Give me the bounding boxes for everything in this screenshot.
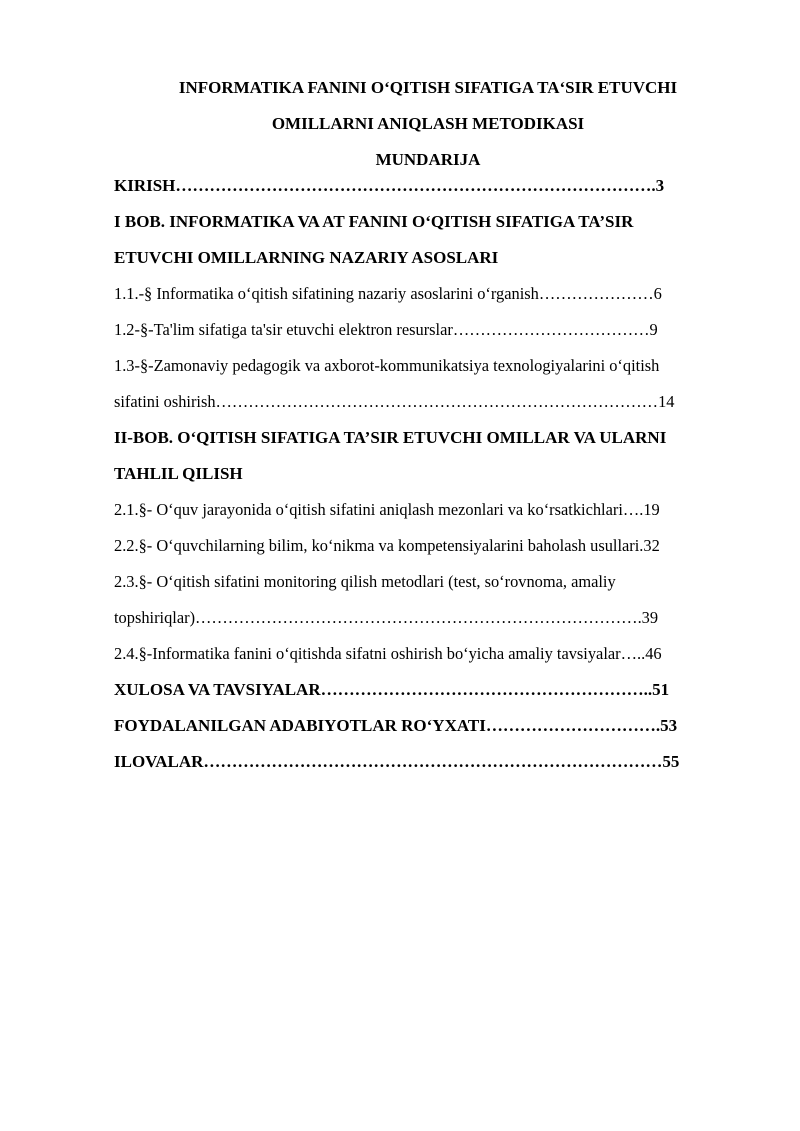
document-title-line-1: INFORMATIKA FANINI O‘QITISH SIFATIGA TA‘SIR ETUVCHI — [178, 78, 678, 97]
toc-chapter-2-heading-line-1: II-BOB. O‘QITISH SIFATIGA TA’SIR ETUVCHI OMILLAR VA ULARNI — [114, 428, 667, 447]
toc-chapter-1-heading-line-1: I BOB. INFORMATIKA VA AT FANINI O‘QITISH SIFATIGA TA’SIR — [114, 212, 634, 231]
toc-entry-kirish: KIRISH………………………………………………………………………….3 — [114, 176, 665, 195]
toc-section-1-3-line-1: 1.3-§-Zamonaviy pedagogik va axborot-kommunikatsiya texnologiyalarini o‘qitish — [114, 356, 660, 375]
title-block — [100, 70, 756, 178]
contents-heading: MUNDARIJA — [375, 150, 481, 169]
table-of-contents — [114, 168, 744, 780]
toc-section-2-2: 2.2.§- O‘quvchilarning bilim, ko‘nikma va kompetensiyalarini baholash usullari.32 — [114, 536, 660, 555]
toc-chapter-2-heading-line-2: TAHLIL QILISH — [114, 464, 243, 483]
toc-section-1-2: 1.2-§-Ta'lim sifatiga ta'sir etuvchi elektron resurslar………………………………9 — [114, 320, 658, 339]
toc-section-1-1: 1.1.-§ Informatika o‘qitish sifatining nazariy asoslarini o‘rganish…………………6 — [114, 284, 662, 303]
toc-entry-ilovalar: ILOVALAR………………………………………………………………………55 — [114, 752, 680, 771]
toc-chapter-1-heading-line-2: ETUVCHI OMILLARNING NAZARIY ASOSLARI — [114, 248, 499, 267]
toc-section-2-1: 2.1.§- O‘quv jarayonida o‘qitish sifatini aniqlash mezonlari va ko‘rsatkichlari….19 — [114, 500, 660, 519]
document-title-line-2: OMILLARNI ANIQLASH METODIKASI — [271, 114, 585, 133]
toc-section-2-4: 2.4.§-Informatika fanini o‘qitishda sifatni oshirish bo‘yicha amaliy tavsiyalar…..46 — [114, 644, 662, 663]
toc-section-2-3-line-2: topshiriqlar)……………………………………………………………………….39 — [114, 608, 659, 627]
toc-entry-adabiyotlar: FOYDALANILGAN ADABIYOTLAR RO‘YXATI………………………….53 — [114, 716, 678, 735]
toc-section-1-3-line-2: sifatini oshirish………………………………………………………………………14 — [114, 392, 675, 411]
toc-section-2-3-line-1: 2.3.§- O‘qitish sifatini monitoring qilish metodlari (test, so‘rovnoma, amaliy — [114, 572, 616, 591]
toc-entry-xulosa: XULOSA VA TAVSIYALAR…………………………………………………..51 — [114, 680, 670, 699]
